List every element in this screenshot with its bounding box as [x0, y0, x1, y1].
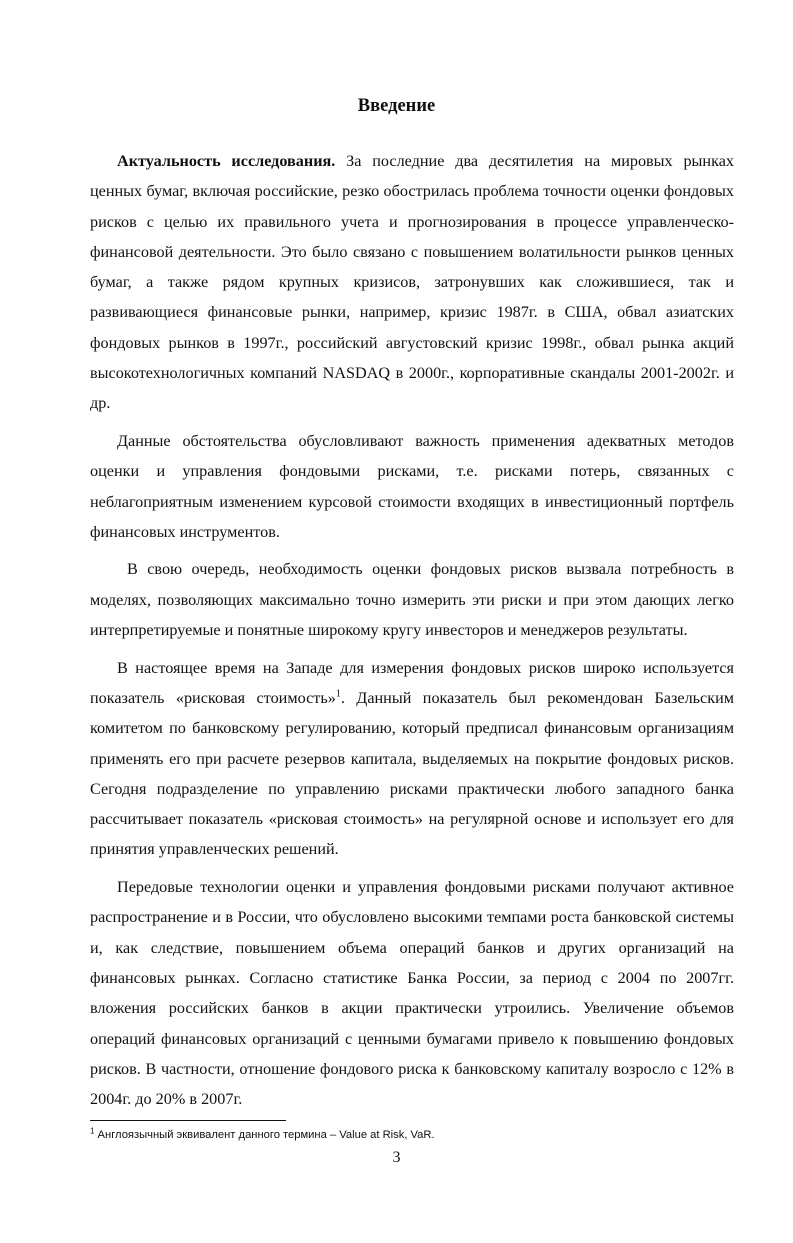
paragraph-value-at-risk: [90, 653, 734, 865]
footnote-text: Англоязычный эквивалент данного термина – Value at Risk, VaR.: [94, 1129, 435, 1141]
paragraph-text: . Данный показатель был рекомендован Базельским комитетом по банковскому регулированию, который предписал финансовым организациям применять его при расчете резервов капитала, выделяемых на покрытие фондовых рисков. Сегодня подразделение по управлению рисками практически любого западного банка рассчитывает показатель «рисковая стоимость» на регулярной основе и использует его для принятия управленческих решений.: [90, 688, 734, 859]
footnote-divider: [90, 1120, 286, 1121]
footnote-reference: 1: [335, 688, 341, 700]
footnote: [90, 1127, 435, 1143]
paragraph-models: В свою очередь, необходимость оценки фондовых рисков вызвала потребность в моделях, позволяющих максимально точно измерить эти риски и при этом дающих легко интерпретируемые и понятные широкому кругу инвесторов и менеджеров результаты.: [90, 560, 734, 640]
paragraph-russia: Передовые технологии оценки и управления фондовыми рисками получают активное распространение и в России, что обусловлено высокими темпами роста банковской системы и, как следствие, повышением объема операций банков и других организаций на финансовых рынках. Согласно статистике Банка России, за период с 2004 по 2007гг. вложения российских банков в акции практически утроились. Увеличение объемов операций финансовых организаций с ценными бумагами привело к повышению фондовых рисков. В частности, отношение фондового риска к банковскому капиталу возросло с 12% в 2004г. до 20% в 2007г.: [90, 878, 734, 1109]
paragraph-relevance: [90, 146, 734, 419]
footnote-marker: 1: [90, 1126, 95, 1136]
paragraph-text: За последние два десятилетия на мировых рынках ценных бумаг, включая российские, резко обострилась проблема точности оценки фондовых рисков с целью их правильного учета и прогнозирования в процессе управленческо-финансовой деятельности. Это было связано с повышением волатильности рынков ценных бумаг, а также рядом крупных кризисов, затронувших как сложившиеся, так и развивающиеся финансовые рынки, например, кризис 1987г. в США, обвал азиатских фондовых рынков в 1997г., российский августовский кризис 1998г., обвал рынка акций высокотехнологичных компаний NASDAQ в 2000г., корпоративные скандалы 2001-2002г. и др.: [90, 152, 734, 413]
page-number: 3: [392, 1149, 401, 1166]
page-title: Введение: [357, 96, 436, 116]
paragraph-text: В настоящее время на Западе для измерения фондовых рисков широко используется показатель «рисковая стоимость»: [90, 658, 734, 707]
paragraph-circumstances: Данные обстоятельства обусловливают важность применения адекватных методов оценки и управления фондовыми рисками, т.е. рисками потерь, связанных с неблагоприятным изменением курсовой стоимости входящих в инвестиционный портфель финансовых инструментов.: [90, 431, 734, 541]
body-text: [90, 146, 734, 1122]
paragraph-lead-heading: Актуальность исследования.: [117, 152, 336, 170]
